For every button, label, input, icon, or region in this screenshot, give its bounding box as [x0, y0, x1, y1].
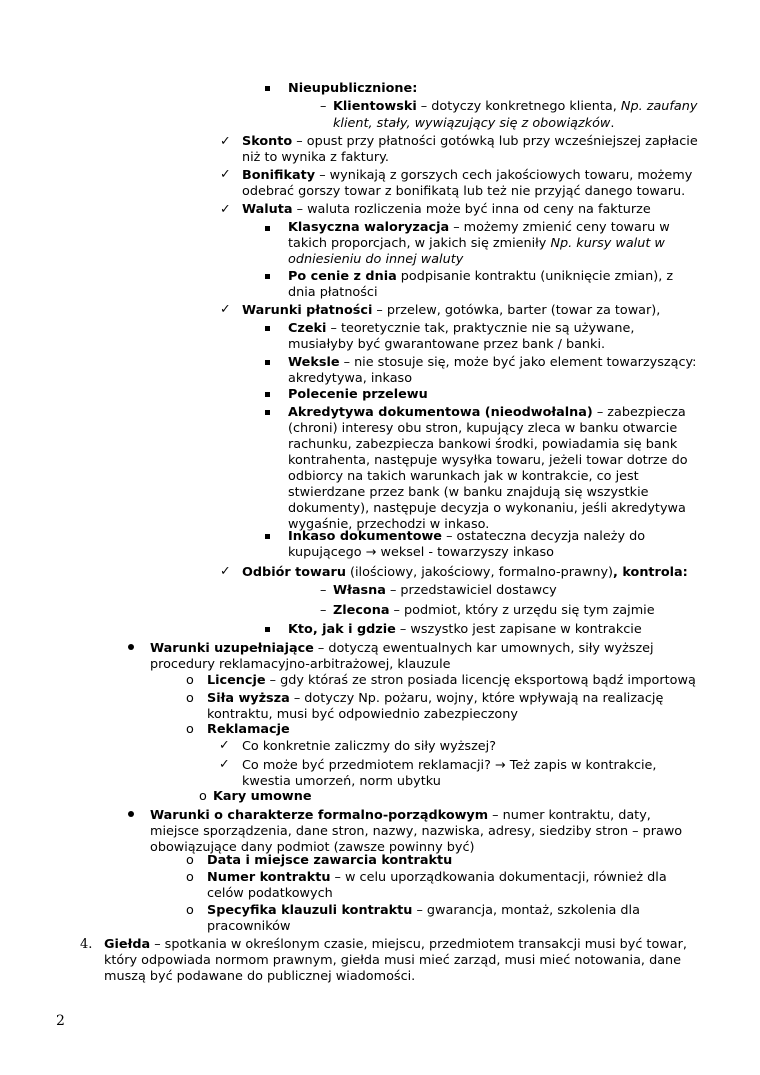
list-item-cont: który odpowiada normom prawnym, giełda musi mieć zarząd, musi mieć notowania, dane: [104, 953, 682, 968]
check-icon: ✓: [220, 167, 231, 182]
circle-bullet-icon: o: [186, 853, 194, 868]
list-item-cont: stwierdzane przez bank (w banku znajdują się wszystkie: [288, 485, 649, 500]
list-item: Akredytywa dokumentowa (nieodwołalna) – zabezpiecza: [288, 405, 686, 420]
list-item-cont: kwestia umorzeń, norm ubytku: [242, 774, 441, 789]
list-item-cont: odebrać gorszy towar z bonifikatą lub też nie przyjąć danego towaru.: [242, 184, 686, 199]
list-item-cont: akredytywa, inkaso: [288, 371, 413, 386]
list-item-cont: pracowników: [207, 919, 291, 934]
list-item: Data i miejsce zawarcia kontraktu: [207, 853, 453, 868]
list-item-cont: rachunku, zabezpiecza bankowi środki, powiadamia się bank: [288, 437, 678, 452]
list-item: Licencje – gdy któraś ze stron posiada licencję eksportową bądź importową: [207, 673, 696, 688]
list-item-cont: musiałyby być gwarantowane przez bank / banki.: [288, 337, 606, 352]
list-item: Co konkretnie zaliczmy do siły wyższej?: [242, 739, 497, 754]
circle-bullet-icon: o: [186, 691, 194, 706]
list-item-cont: obowiązujące dany podmiot (zawsze powinny być): [150, 840, 475, 855]
square-bullet-icon: [265, 274, 270, 279]
list-item-cont: niż to wynika z faktury.: [242, 150, 389, 165]
list-item-cont: kontrahenta, następuje wysyłka towaru, jeżeli towar dotrze do: [288, 453, 688, 468]
list-item: Bonifikaty – wynikają z gorszych cech jakościowych towaru, możemy: [242, 168, 693, 183]
square-bullet-icon: [265, 360, 270, 365]
list-item: Skonto – opust przy płatności gotówką lub przy wcześniejszej zapłacie: [242, 134, 698, 149]
list-item-cont: dnia płatności: [288, 285, 378, 300]
check-icon: ✓: [220, 134, 231, 149]
list-item-cont: (chroni) interesy obu stron, kupujący zleca w banku otwarcie: [288, 421, 678, 436]
page-number: 2: [56, 1013, 65, 1029]
list-item: Kto, jak i gdzie – wszystko jest zapisane w kontrakcie: [288, 622, 642, 637]
list-item: Polecenie przelewu: [288, 387, 428, 402]
check-icon: ✓: [219, 757, 230, 772]
list-item: Klasyczna waloryzacja – możemy zmienić ceny towaru w: [288, 220, 670, 235]
list-item: Reklamacje: [207, 722, 290, 737]
list-item: Siła wyższa – dotyczy Np. pożaru, wojny, które wpływają na realizację: [207, 691, 664, 706]
check-icon: ✓: [220, 302, 231, 317]
list-item: Warunki płatności – przelew, gotówka, barter (towar za towar),: [242, 303, 661, 318]
list-item-cont: takich proporcjach, w jakich się zmieniły Np. kursy walut w: [288, 236, 665, 251]
list-item: Klientowski – dotyczy konkretnego klienta, Np. zaufany: [333, 99, 698, 114]
list-item-cont: kupującego → weksel - towarzyszy inkaso: [288, 545, 555, 560]
arrow-icon: →: [494, 758, 506, 773]
list-item-cont: odbiorcy na takich warunkach jak w kontrakcie, co jest: [288, 469, 639, 484]
list-item: Zlecona – podmiot, który z urzędu się tym zajmie: [333, 603, 655, 618]
list-item: Po cenie z dnia podpisanie kontraktu (uniknięcie zmian), z: [288, 269, 674, 284]
dash-bullet-icon: –: [320, 603, 327, 618]
square-bullet-icon: [265, 534, 270, 539]
circle-bullet-icon: o: [186, 722, 194, 737]
list-item-cont: klient, stały, wywiązujący się z obowiązków.: [333, 116, 615, 131]
round-bullet-icon: [128, 811, 134, 817]
list-item-cont: wygaśnie, przechodzi w inkaso.: [288, 517, 490, 532]
list-item-cont: celów podatkowych: [207, 886, 333, 901]
list-item: Weksle – nie stosuje się, może być jako element towarzyszący:: [288, 355, 697, 370]
list-item: Giełda – spotkania w określonym czasie, miejscu, przedmiotem transakcji musi być towar,: [104, 937, 687, 952]
square-bullet-icon: [265, 86, 270, 91]
square-bullet-icon: [265, 326, 270, 331]
list-item: Odbiór towaru (ilościowy, jakościowy, formalno-prawny), kontrola:: [242, 565, 688, 580]
square-bullet-icon: [265, 410, 270, 415]
list-item: Warunki o charakterze formalno-porządkowym – numer kontraktu, daty,: [150, 808, 651, 823]
list-item: Kary umowne: [213, 789, 312, 804]
square-bullet-icon: [265, 627, 270, 632]
round-bullet-icon: [128, 644, 134, 650]
arrow-icon: →: [365, 545, 377, 560]
list-item: Co może być przedmiotem reklamacji? → Też zapis w kontrakcie,: [242, 758, 657, 773]
square-bullet-icon: [265, 226, 270, 231]
list-item: Czeki – teoretycznie tak, praktycznie nie są używane,: [288, 321, 635, 336]
dash-bullet-icon: –: [320, 99, 327, 114]
check-icon: ✓: [220, 564, 231, 579]
list-item-cont: kontraktu, musi być odpowiednio zabezpieczony: [207, 707, 518, 722]
list-item: Warunki uzupełniające – dotyczą ewentualnych kar umownych, siły wyższej: [150, 641, 654, 656]
list-item: Nieupublicznione:: [288, 81, 418, 96]
list-item-cont: procedury reklamacyjno-arbitrażowej, klauzule: [150, 657, 451, 672]
list-item-cont: muszą być podawane do publicznej wiadomości.: [104, 969, 416, 984]
dash-bullet-icon: –: [320, 583, 327, 598]
list-item: Specyfika klauzuli kontraktu – gwarancja, montaż, szkolenia dla: [207, 903, 640, 918]
list-number: 4.: [80, 937, 93, 952]
circle-bullet-icon: o: [186, 903, 194, 918]
list-item-cont: dokumenty), następuje decyzja o wykonaniu, jeśli akredytywa: [288, 501, 686, 516]
list-item: Inkaso dokumentowe – ostateczna decyzja należy do: [288, 529, 646, 544]
check-icon: ✓: [220, 202, 231, 217]
list-item: Numer kontraktu – w celu uporządkowania dokumentacji, również dla: [207, 870, 667, 885]
list-item-cont: odniesieniu do innej waluty: [288, 252, 464, 267]
circle-bullet-icon: o: [186, 870, 194, 885]
list-item: Własna – przedstawiciel dostawcy: [333, 583, 557, 598]
check-icon: ✓: [219, 738, 230, 753]
circle-bullet-icon: o: [199, 789, 207, 804]
list-item-cont: miejsce sporządzenia, dane stron, nazwy, nazwiska, adresy, siedziby stron – prawo: [150, 824, 683, 839]
circle-bullet-icon: o: [186, 673, 194, 688]
square-bullet-icon: [265, 392, 270, 397]
list-item: Waluta – waluta rozliczenia może być inna od ceny na fakturze: [242, 202, 651, 217]
